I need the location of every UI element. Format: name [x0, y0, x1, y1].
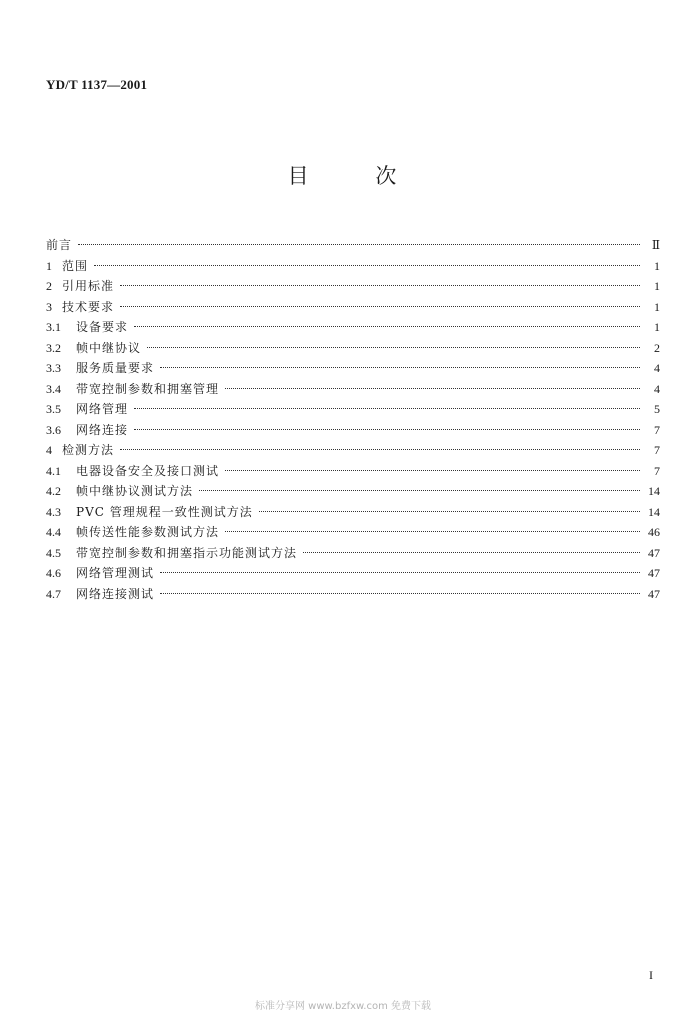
toc-entry[interactable] — [46, 379, 660, 400]
toc-entry-page: 47 — [648, 545, 660, 560]
toc-entry-number: 4.7 — [46, 586, 61, 601]
toc-entry-number: 2 — [46, 279, 52, 293]
watermark: 标准分享网 www.bzfxw.com 免费下载 — [255, 1001, 431, 1012]
standard-code: YD/T 1137—2001 — [46, 77, 148, 92]
toc-entry[interactable] — [46, 543, 660, 564]
toc-entry-number: 3 — [46, 299, 52, 314]
toc-entry-label: 带宽控制参数和拥塞管理 — [76, 381, 220, 396]
toc-entry-label: 检测方法 — [62, 443, 115, 457]
toc-entry[interactable] — [46, 235, 660, 256]
toc-entry-label: 网络连接测试 — [76, 586, 155, 601]
toc-entry[interactable] — [46, 276, 660, 297]
toc-entry[interactable] — [46, 522, 660, 543]
toc-entry[interactable] — [46, 358, 660, 379]
toc-entry-number: 1 — [46, 258, 52, 273]
toc-entry-number: 3.1 — [46, 320, 61, 334]
toc-entry-number: 4.5 — [46, 545, 61, 560]
toc-entry-number: 4.2 — [46, 484, 61, 498]
toc-entry-page: 14 — [648, 484, 660, 498]
toc-entry[interactable] — [46, 563, 660, 584]
toc-leader-dots — [225, 531, 640, 532]
toc-entry-page: 5 — [654, 402, 660, 416]
toc-leader-dots — [147, 347, 640, 348]
toc-entry-label: 电器设备安全及接口测试 — [76, 463, 220, 478]
toc-entry-label: 前言 — [46, 238, 73, 252]
toc-leader-dots — [160, 367, 640, 368]
toc-leader-dots — [199, 490, 640, 491]
toc-entry[interactable] — [46, 317, 660, 338]
toc-entry-number: 3.4 — [46, 381, 61, 396]
toc-leader-dots — [134, 408, 640, 409]
toc-entry[interactable] — [46, 399, 660, 420]
page-number: I — [649, 968, 653, 982]
toc-entry-label: 帧传送性能参数测试方法 — [76, 525, 220, 539]
toc-entry[interactable] — [46, 440, 660, 461]
toc-entry-page: 46 — [648, 525, 660, 539]
toc-leader-dots — [134, 326, 640, 327]
toc-leader-dots — [303, 552, 640, 553]
toc-entry-label: 帧中继协议测试方法 — [76, 484, 194, 498]
toc-entry-number: 3.3 — [46, 361, 61, 375]
toc-leader-dots — [225, 470, 640, 471]
toc-entry[interactable] — [46, 584, 660, 605]
toc-entry-page: 4 — [654, 361, 660, 375]
title-char-2: 次 — [375, 164, 399, 188]
toc-entry-page: Ⅱ — [651, 238, 660, 252]
toc-entry-number: 3.5 — [46, 402, 61, 416]
toc-entry-label: 设备要求 — [76, 320, 129, 334]
toc-entry-number: 3.6 — [46, 422, 61, 437]
toc-entry-page: 47 — [648, 566, 660, 580]
toc-entry-label: 技术要求 — [62, 299, 115, 314]
toc-leader-dots — [120, 285, 640, 286]
toc-entry[interactable] — [46, 338, 660, 359]
toc-leader-dots — [225, 388, 640, 389]
toc-entry-label: 服务质量要求 — [76, 361, 155, 375]
toc-entry-label: 范围 — [62, 258, 89, 273]
toc-entry-number: 3.2 — [46, 340, 61, 355]
toc-entry-page: 1 — [654, 279, 660, 293]
toc-leader-dots — [120, 449, 640, 450]
toc-entry-label: 带宽控制参数和拥塞指示功能测试方法 — [76, 545, 298, 560]
toc-leader-dots — [160, 572, 640, 573]
toc-entry-number: 4.4 — [46, 525, 61, 539]
toc-entry-page: 7 — [654, 443, 660, 457]
toc-entry-page: 2 — [654, 340, 660, 355]
toc-entry[interactable] — [46, 461, 660, 482]
toc-entry-page: 47 — [648, 586, 660, 601]
toc-entry-number: 4.3 — [46, 504, 61, 519]
page-title — [0, 160, 686, 190]
toc-entry[interactable] — [46, 481, 660, 502]
toc-entry-page: 1 — [654, 299, 660, 314]
toc-entry-page: 7 — [654, 463, 660, 478]
title-char-1: 目 — [287, 164, 311, 188]
toc-entry-page: 7 — [654, 422, 660, 437]
toc-entry[interactable] — [46, 420, 660, 441]
toc-entry-label: 网络管理 — [76, 402, 129, 416]
toc-leader-dots — [94, 265, 640, 266]
toc-entry-page: 1 — [654, 258, 660, 273]
toc-entry-label: 网络管理测试 — [76, 566, 155, 580]
toc-entry-label: PVC 管理规程一致性测试方法 — [76, 504, 253, 519]
toc-entry-number: 4.1 — [46, 463, 61, 478]
toc-entry-label: 网络连接 — [76, 422, 129, 437]
toc-leader-dots — [160, 593, 640, 594]
toc-entry-number: 4.6 — [46, 566, 61, 580]
toc-entry-page: 14 — [648, 504, 660, 519]
toc-entry[interactable] — [46, 297, 660, 318]
toc-leader-dots — [134, 429, 640, 430]
toc-leader-dots — [78, 244, 640, 245]
toc-leader-dots — [120, 306, 640, 307]
toc-entry-page: 1 — [654, 320, 660, 334]
table-of-contents — [46, 235, 660, 604]
toc-entry[interactable] — [46, 256, 660, 277]
toc-entry-label: 帧中继协议 — [76, 340, 142, 355]
toc-entry-page: 4 — [654, 381, 660, 396]
toc-leader-dots — [259, 511, 640, 512]
toc-entry-label: 引用标准 — [62, 279, 115, 293]
toc-entry-number: 4 — [46, 443, 52, 457]
toc-entry[interactable] — [46, 502, 660, 523]
